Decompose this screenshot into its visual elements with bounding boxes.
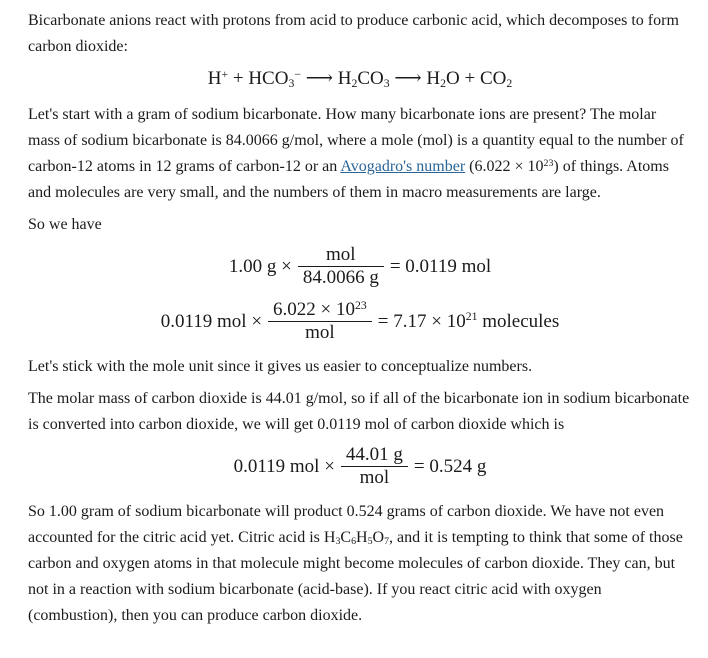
inline-math: 44.01 g/mol: [265, 390, 344, 407]
equation-rhs: = 0.524 g: [413, 455, 487, 477]
fraction: [341, 444, 408, 489]
fraction-numerator: 44.01 g: [341, 444, 408, 467]
article: [28, 8, 692, 629]
fraction: [268, 299, 372, 344]
fraction-numerator: $6.022 \times 10^{23}$: [268, 299, 372, 322]
equation-lhs: 0.0119 mol ×: [160, 310, 263, 332]
equation-lhs: 1.00 g ×: [228, 255, 292, 277]
paragraph-molar-mass-bicarbonate: Let's start with a gram of sodium bicarbonate. How many bicarbonate ions are present? The molar mass of sodium bicarbonate is 84.0066 g/mol, where a mole (mol) is a quantity equal to the number of carbon-12 atoms in 12 grams of carbon-12 or an Avogadro's number $(6.022 \times 10^{23})$ of things. Atoms and molecules are very small, and the numbers of them in macro measurements are large.: [28, 106, 684, 201]
equation-lhs: 0.0119 mol ×: [233, 455, 335, 477]
equation-moles-to-molecules: [28, 299, 692, 344]
fraction-numerator: mol: [298, 244, 384, 267]
fraction: [298, 244, 384, 289]
equation-rhs: = 0.0119 mol: [389, 255, 492, 277]
inline-math: 84.0066 g/mol: [225, 132, 320, 149]
avogadros-number-link[interactable]: Avogadro's number: [340, 158, 466, 175]
equation-moles-to-grams: [28, 444, 692, 489]
inline-math: $(6.022 \times 10^{23})$: [469, 157, 559, 175]
paragraph-molar-mass-co2: The molar mass of carbon dioxide is 44.01 g/mol, so if all of the bicarbonate ion in sodium bicarbonate is converted into carbon dioxide, we will get 0.0119 mol of carbon dioxide which is: [28, 390, 690, 433]
equation-rhs: = $7.17 \times 10^{21}$ molecules: [377, 310, 560, 332]
equation-grams-to-moles: [28, 244, 692, 289]
paragraph-intro: Bicarbonate anions react with protons from acid to produce carbonic acid, which decomposes to form carbon dioxide:: [28, 12, 679, 55]
fraction-denominator: 84.0066 g: [302, 267, 379, 288]
paragraph-mole-unit: Let's stick with the mole unit since it gives us easier to conceptualize numbers.: [28, 358, 533, 375]
fraction-denominator: mol: [359, 467, 390, 488]
paragraph-conclusion: So 1.00 gram of sodium bicarbonate will product 0.524 grams of carbon dioxide. We have not even accounted for the citric acid yet. Citric acid is $H_3C_6H_5O_7$, and it is tempting to think that some of those carbon and oxygen atoms in that molecule might become molecules of carbon dioxide. They can, but not in a reaction with sodium bicarbonate (acid-base). If you react citric acid with oxygen (combustion), then you can produce carbon dioxide.: [28, 503, 683, 624]
paragraph-so-we-have: So we have: [28, 216, 102, 233]
inline-math: $H_3C_6H_5O_7$: [323, 529, 390, 548]
fraction-denominator: mol: [305, 322, 335, 343]
inline-math: 0.0119 mol: [317, 416, 390, 433]
reaction-equation: $H^+ + HCO_3^-$ ⟶ $H_2CO_3$ ⟶ $H_2O + CO_2$: [207, 67, 513, 90]
